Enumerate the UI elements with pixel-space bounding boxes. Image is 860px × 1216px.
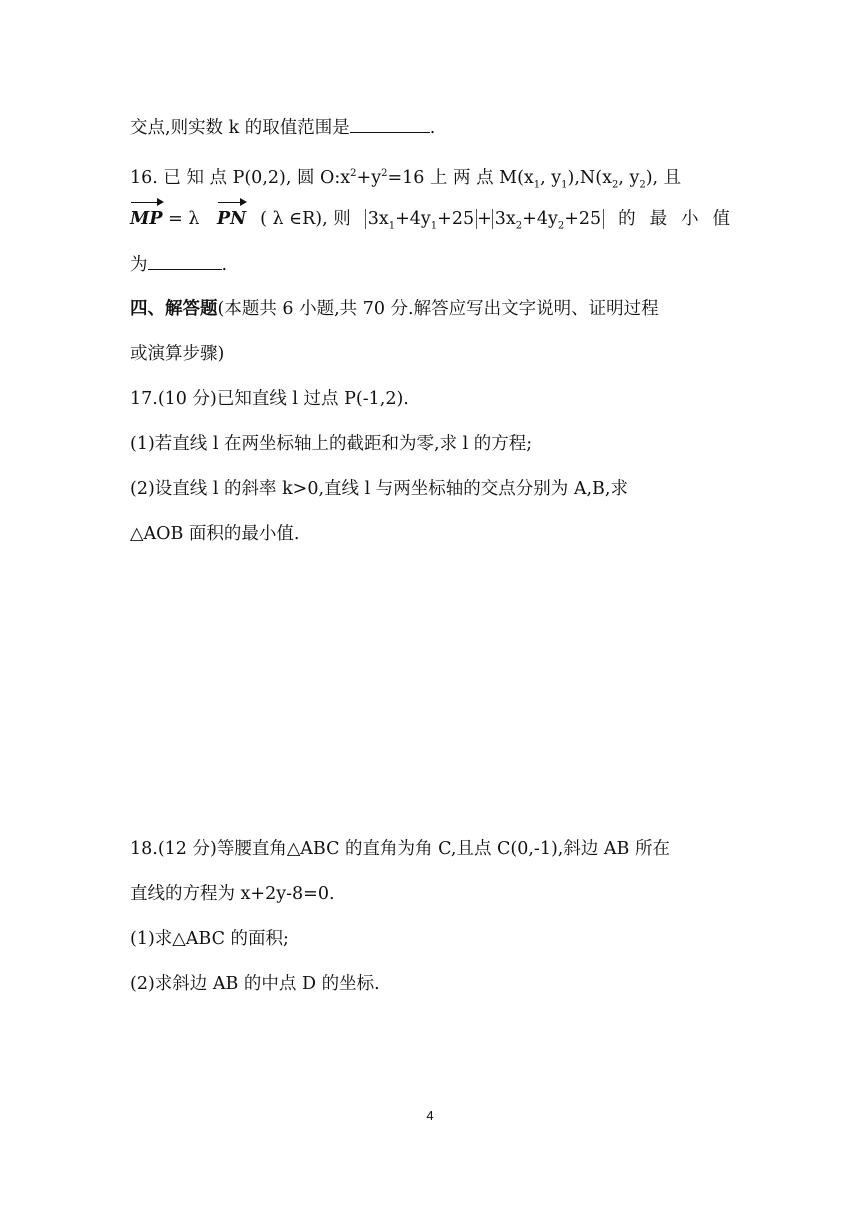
page-number: 4 bbox=[426, 1108, 434, 1123]
q16-n-rest: ), 且 bbox=[645, 167, 682, 188]
q16-period: . bbox=[221, 255, 228, 275]
q17-part2-text-cont: △AOB 面积的最小值. bbox=[130, 524, 300, 544]
q17-part1-text: (1)若直线 l 在两坐标轴上的截距和为零,求 l 的方程; bbox=[130, 434, 533, 454]
q18-part2-text: (2)求斜边 AB 的中点 D 的坐标. bbox=[130, 974, 380, 994]
sub: 1 bbox=[561, 179, 568, 191]
q17-stem-text: 17.(10 分)已知直线 l 过点 P(-1,2). bbox=[130, 389, 409, 409]
tail-word: 最 bbox=[649, 209, 668, 229]
comma-y: , y bbox=[540, 167, 562, 188]
section-description: (本题共 6 小题,共 70 分.解答应写出文字说明、证明过程 bbox=[217, 299, 659, 319]
section-description-cont: 或演算步骤) bbox=[130, 344, 225, 364]
tail-word: 的 bbox=[618, 209, 636, 229]
q15-tail-text: 交点,则实数 k 的取值范围是 bbox=[130, 118, 350, 138]
abs2-c: +25 bbox=[564, 209, 602, 229]
section-heading-line bbox=[130, 296, 730, 322]
abs-term-2 bbox=[492, 209, 604, 232]
sub: 2 bbox=[557, 220, 565, 232]
plus-y: +y bbox=[356, 167, 382, 188]
q16-line-2 bbox=[130, 206, 730, 232]
abs2-a: 3x bbox=[494, 209, 516, 229]
q16-line-1 bbox=[130, 161, 730, 198]
q15-period: . bbox=[429, 118, 436, 138]
q17-part1 bbox=[130, 431, 730, 457]
sup: 2 bbox=[381, 168, 388, 179]
q16-m-rest: ),N(x bbox=[567, 167, 612, 188]
equals-lambda: = λ bbox=[168, 209, 200, 229]
sup: 2 bbox=[350, 168, 357, 179]
q18-stem-text-cont: 直线的方程为 x+2y-8=0. bbox=[130, 884, 335, 904]
section-title: 四、解答题 bbox=[130, 299, 218, 319]
abs1-a: 3x bbox=[367, 209, 389, 229]
vector-expression bbox=[130, 206, 246, 232]
answer-blank bbox=[148, 251, 222, 270]
q18-part2 bbox=[130, 971, 730, 997]
tail-word: 值 bbox=[712, 209, 730, 229]
sub: 2 bbox=[611, 179, 619, 191]
section-description-line-2 bbox=[130, 341, 730, 367]
vector-mp: MP bbox=[130, 206, 163, 232]
tail-word: 小 bbox=[681, 209, 699, 229]
q16-line-3 bbox=[130, 251, 730, 278]
abs-sum bbox=[365, 206, 604, 232]
q16-last-text: 为 bbox=[130, 255, 148, 275]
comma-y: , y bbox=[618, 167, 640, 188]
answer-blank bbox=[350, 114, 430, 133]
abs2-b: +4y bbox=[522, 209, 558, 229]
abs-term-1 bbox=[365, 209, 477, 232]
q18-stem-cont bbox=[130, 881, 730, 907]
sub: 1 bbox=[533, 179, 541, 191]
sub: 1 bbox=[388, 220, 396, 232]
sub: 2 bbox=[515, 220, 523, 232]
q17-part2-text: (2)设直线 l 的斜率 k>0,直线 l 与两坐标轴的交点分别为 A,B,求 bbox=[130, 479, 628, 499]
q17-stem bbox=[130, 386, 730, 412]
abs1-c: +25 bbox=[437, 209, 475, 229]
abs1-b: +4y bbox=[395, 209, 431, 229]
sub: 2 bbox=[639, 179, 646, 191]
q18-part1-text: (1)求△ABC 的面积; bbox=[130, 929, 289, 949]
q18-part1 bbox=[130, 926, 730, 952]
q16-lead: 16. 已 知 点 P(0,2), 圆 O:x bbox=[130, 167, 351, 188]
q16-circle-rest: =16 上 两 点 M(x bbox=[387, 167, 534, 188]
q18-stem bbox=[130, 836, 730, 862]
sub: 1 bbox=[430, 220, 438, 232]
lambda-condition: ( λ ∈R), 则 bbox=[260, 209, 351, 229]
q15-tail-line bbox=[130, 114, 730, 141]
vector-pn: PN bbox=[217, 206, 246, 232]
q18-stem-text: 18.(12 分)等腰直角△ABC 的直角为角 C,且点 C(0,-1),斜边 AB 所在 bbox=[130, 839, 670, 859]
q17-part2-cont bbox=[130, 521, 730, 547]
plus-sign: + bbox=[477, 209, 492, 229]
q17-part2 bbox=[130, 476, 730, 502]
